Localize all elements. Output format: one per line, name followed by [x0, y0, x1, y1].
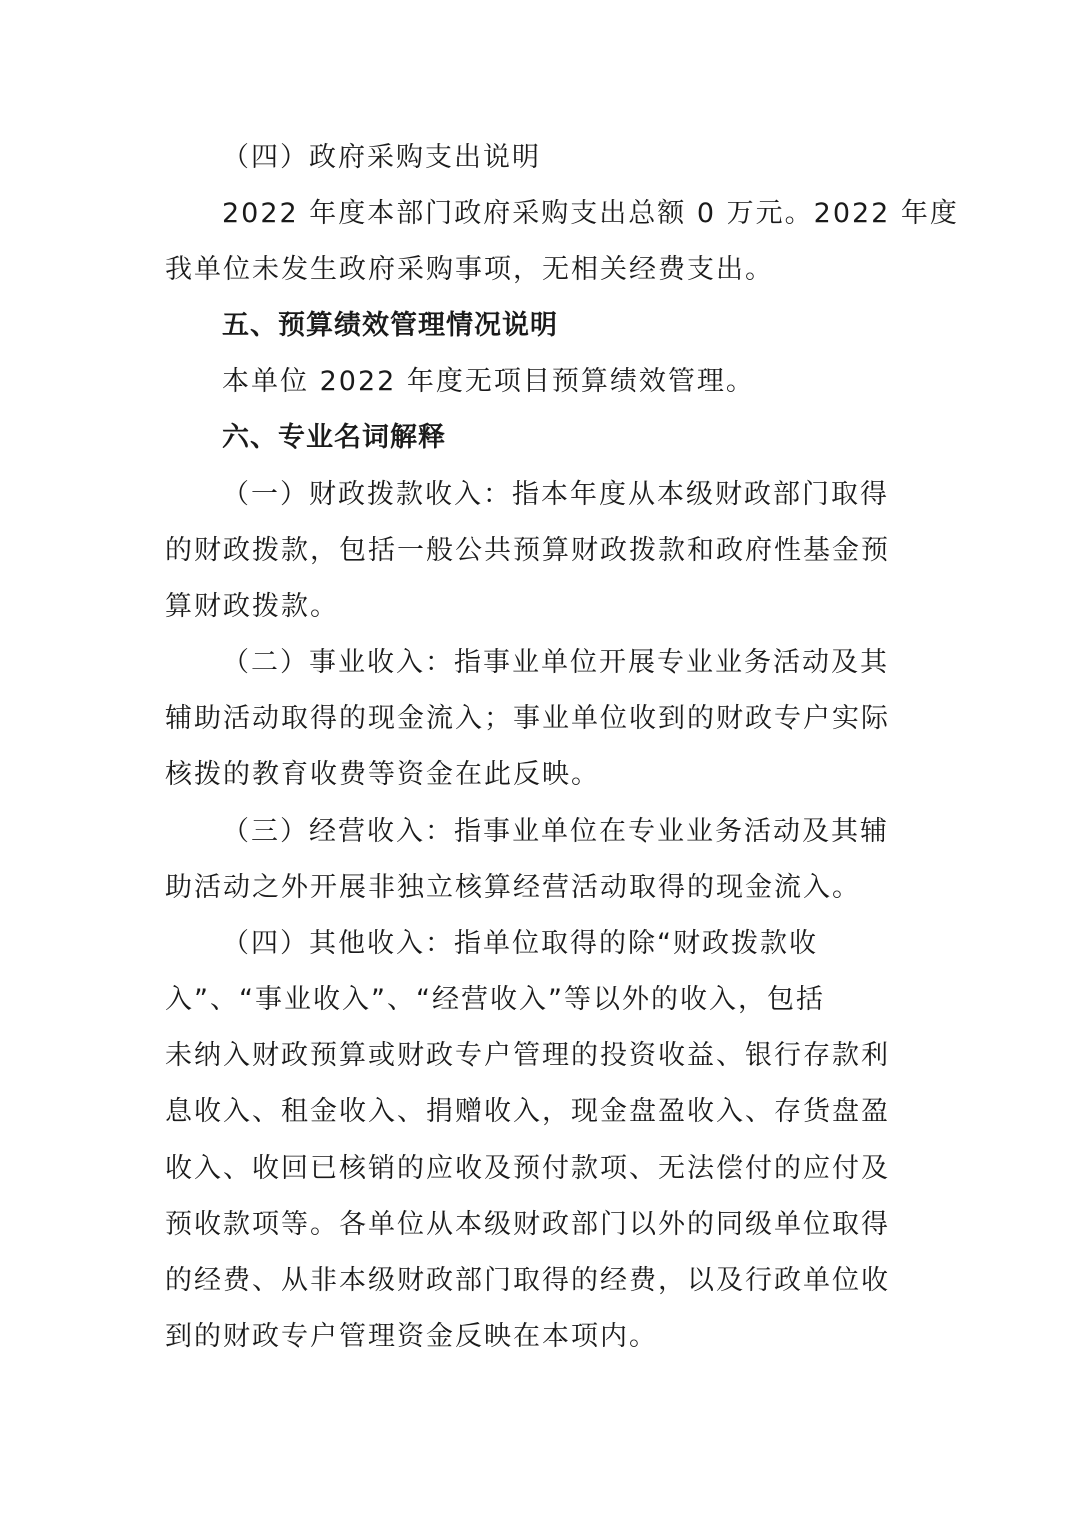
- paragraph-line: 2022 年度本部门政府采购支出总额 0 万元。2022 年度: [222, 198, 959, 229]
- paragraph-line: 本单位 2022 年度无项目预算绩效管理。: [222, 366, 755, 397]
- paragraph-line: 的财政拨款，包括一般公共预算财政拨款和政府性基金预: [165, 535, 890, 566]
- paragraph-line: （二）事业收入：指事业单位开展专业业务活动及其: [222, 647, 889, 678]
- paragraph-line: （三）经营收入：指事业单位在专业业务活动及其辅: [222, 816, 889, 847]
- paragraph-line: 的经费、从非本级财政部门取得的经费，以及行政单位收: [165, 1265, 890, 1296]
- paragraph-line: 息收入、租金收入、捐赠收入，现金盘盈收入、存货盘盈: [165, 1096, 890, 1127]
- paragraph-line: 我单位未发生政府采购事项，无相关经费支出。: [165, 254, 774, 285]
- paragraph-line: （一）财政拨款收入：指本年度从本级财政部门取得: [222, 479, 889, 510]
- paragraph-line: 收入、收回已核销的应收及预付款项、无法偿付的应付及: [165, 1153, 890, 1184]
- paragraph-line: 辅助活动取得的现金流入；事业单位收到的财政专户实际: [165, 703, 890, 734]
- paragraph-line: 入”、“事业收入”、“经营收入”等以外的收入，包括: [165, 984, 825, 1015]
- paragraph-line: （四）其他收入：指单位取得的除“财政拨款收: [222, 928, 818, 959]
- heading-terminology: 六、专业名词解释: [222, 422, 446, 453]
- paragraph-line: 助活动之外开展非独立核算经营活动取得的现金流入。: [165, 872, 861, 903]
- paragraph-line: 核拨的教育收费等资金在此反映。: [165, 759, 600, 790]
- paragraph-line: 未纳入财政预算或财政专户管理的投资收益、银行存款利: [165, 1040, 890, 1071]
- subheading-government-procurement: （四）政府采购支出说明: [222, 142, 541, 173]
- paragraph-line: 预收款项等。各单位从本级财政部门以外的同级单位取得: [165, 1209, 890, 1240]
- heading-budget-performance: 五、预算绩效管理情况说明: [222, 310, 558, 341]
- paragraph-line: 算财政拨款。: [165, 591, 339, 622]
- paragraph-line: 到的财政专户管理资金反映在本项内。: [165, 1321, 658, 1352]
